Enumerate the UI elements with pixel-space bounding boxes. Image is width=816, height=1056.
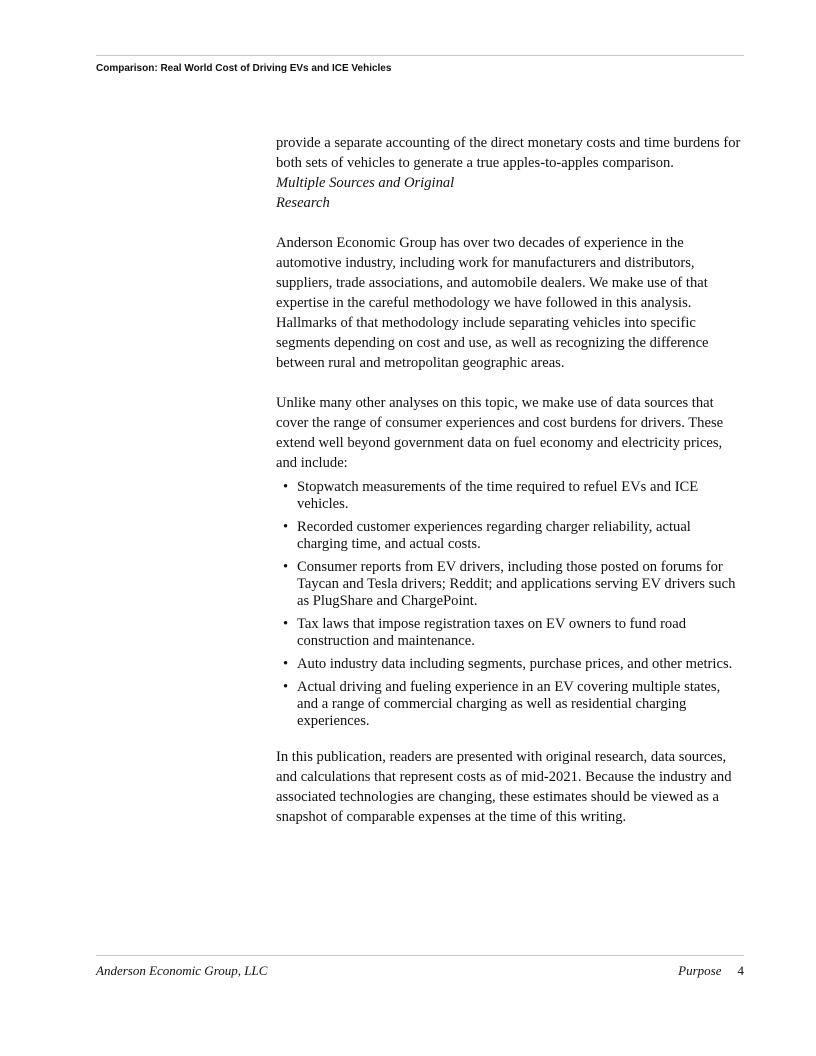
- list-item: [276, 559, 744, 610]
- bullet-icon: •: [283, 519, 289, 535]
- paragraph-experience: Anderson Economic Group has over two decades of experience in the automotive industry, including work for manufacturers and distributors, suppliers, trade associations, and automobile dealers. We make use of that expertise in the careful methodology we have followed in this analysis. Hallmarks of that methodology include separating vehicles into specific segments depending on cost and use, as well as recognizing the difference between rural and metropolitan geographic areas.: [276, 235, 709, 371]
- bullet-icon: •: [283, 679, 289, 695]
- footer-organization: Anderson Economic Group, LLC: [96, 963, 268, 978]
- footer-section-name: Purpose: [678, 963, 722, 978]
- header-rule: [96, 55, 744, 56]
- main-content: [276, 133, 744, 827]
- list-item: [276, 479, 744, 513]
- running-header-title: Comparison: Real World Cost of Driving EVs and ICE Vehicles: [96, 63, 392, 74]
- footer-section: [678, 963, 744, 979]
- footer-rule: [96, 955, 744, 956]
- bullet-icon: •: [283, 616, 289, 632]
- list-item-text: Recorded customer experiences regarding charger reliability, actual charging time, and actual costs.: [297, 519, 691, 552]
- bullet-icon: •: [283, 479, 289, 495]
- list-item: [276, 656, 744, 673]
- section-heading: Multiple Sources and Original Research: [276, 175, 455, 211]
- list-item: [276, 519, 744, 553]
- paragraph-sources: Unlike many other analyses on this topic, we make use of data sources that cover the range of consumer experiences and cost burdens for drivers. These extend well beyond government data on fuel economy and electricity prices, and include:: [276, 395, 724, 471]
- sources-bullet-list: [276, 479, 744, 730]
- list-item-text: Consumer reports from EV drivers, including those posted on forums for Taycan and Tesla drivers; Reddit; and applications serving EV drivers such as PlugShare and ChargePoint.: [297, 559, 736, 609]
- bullet-icon: •: [283, 656, 289, 672]
- list-item-text: Tax laws that impose registration taxes on EV owners to fund road construction and maintenance.: [297, 616, 687, 649]
- closing-paragraph: In this publication, readers are presented with original research, data sources, and calculations that represent costs as of mid-2021. Because the industry and associated technologies are changing, these estimates should be viewed as a snapshot of comparable expenses at the time of this writing.: [276, 749, 732, 825]
- list-item-text: Stopwatch measurements of the time required to refuel EVs and ICE vehicles.: [297, 479, 699, 512]
- list-item-text: Actual driving and fueling experience in an EV covering multiple states, and a range of commercial charging as well as residential charging experiences.: [297, 679, 721, 729]
- bullet-icon: •: [283, 559, 289, 575]
- page-number: 4: [737, 963, 744, 978]
- intro-paragraph: provide a separate accounting of the direct monetary costs and time burdens for both sets of vehicles to generate a true apples-to-apples comparison.: [276, 135, 741, 171]
- list-item: [276, 679, 744, 730]
- list-item-text: Auto industry data including segments, purchase prices, and other metrics.: [297, 656, 733, 672]
- list-item: [276, 616, 744, 650]
